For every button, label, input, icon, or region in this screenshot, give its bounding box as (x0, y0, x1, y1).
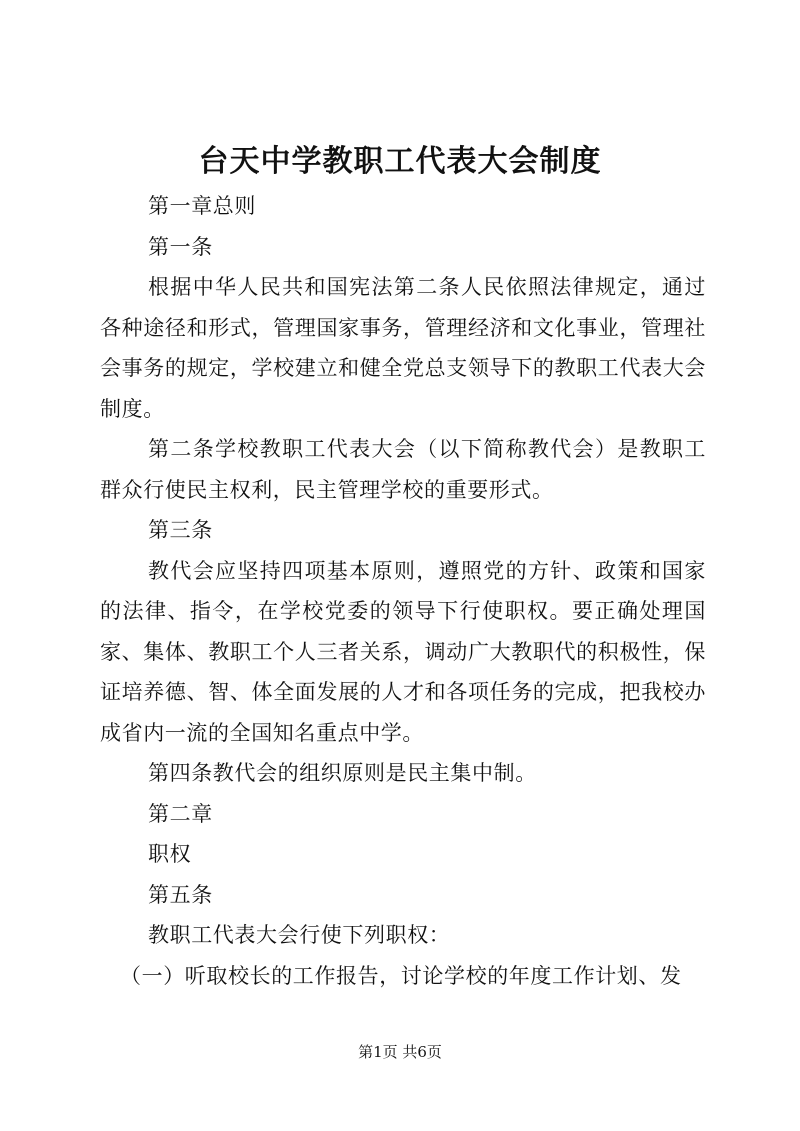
paragraph: 教代会应坚持四项基本原则，遵照党的方针、政策和国家的法律、指令，在学校党委的领导下行使职权。要正确处理国家、集体、教职工个人三者关系，调动广大教职代的积极性，保证培养德、智、体全面发展的人才和各项任务的完成，把我校办成省内一流的全国知名重点中学。 (100, 558, 706, 745)
page-number: 第1页 共6页 (358, 1043, 442, 1061)
chapter-subtitle: 职权 (148, 842, 192, 866)
paragraph: 根据中华人民共和国宪法第二条人民依照法律规定，通过各种途径和形式，管理国家事务，管理经济和文化事业，管理社会事务的规定，学校建立和健全党总支领导下的教职工代表大会制度。 (100, 275, 706, 421)
chapter-heading: 第一章总则 (148, 194, 256, 218)
article-heading: 第五条 (148, 882, 213, 907)
paragraph: 第四条教代会的组织原则是民主集中制。 (148, 761, 537, 785)
list-item: （一）听取校长的工作报告，讨论学校的年度工作计划、发 (120, 963, 682, 988)
article-heading: 第一条 (148, 234, 213, 259)
document-body (100, 186, 706, 996)
chapter-heading: 第二章 (148, 801, 213, 826)
article-heading: 第三条 (148, 518, 213, 542)
paragraph: 第二条学校教职工代表大会（以下简称教代会）是教职工群众行使民主权利，民主管理学校的重要形式。 (100, 437, 706, 502)
paragraph: 教职工代表大会行使下列职权： (148, 923, 451, 947)
page-footer (0, 1042, 800, 1062)
document-title: 台天中学教职工代表大会制度 (198, 144, 602, 179)
